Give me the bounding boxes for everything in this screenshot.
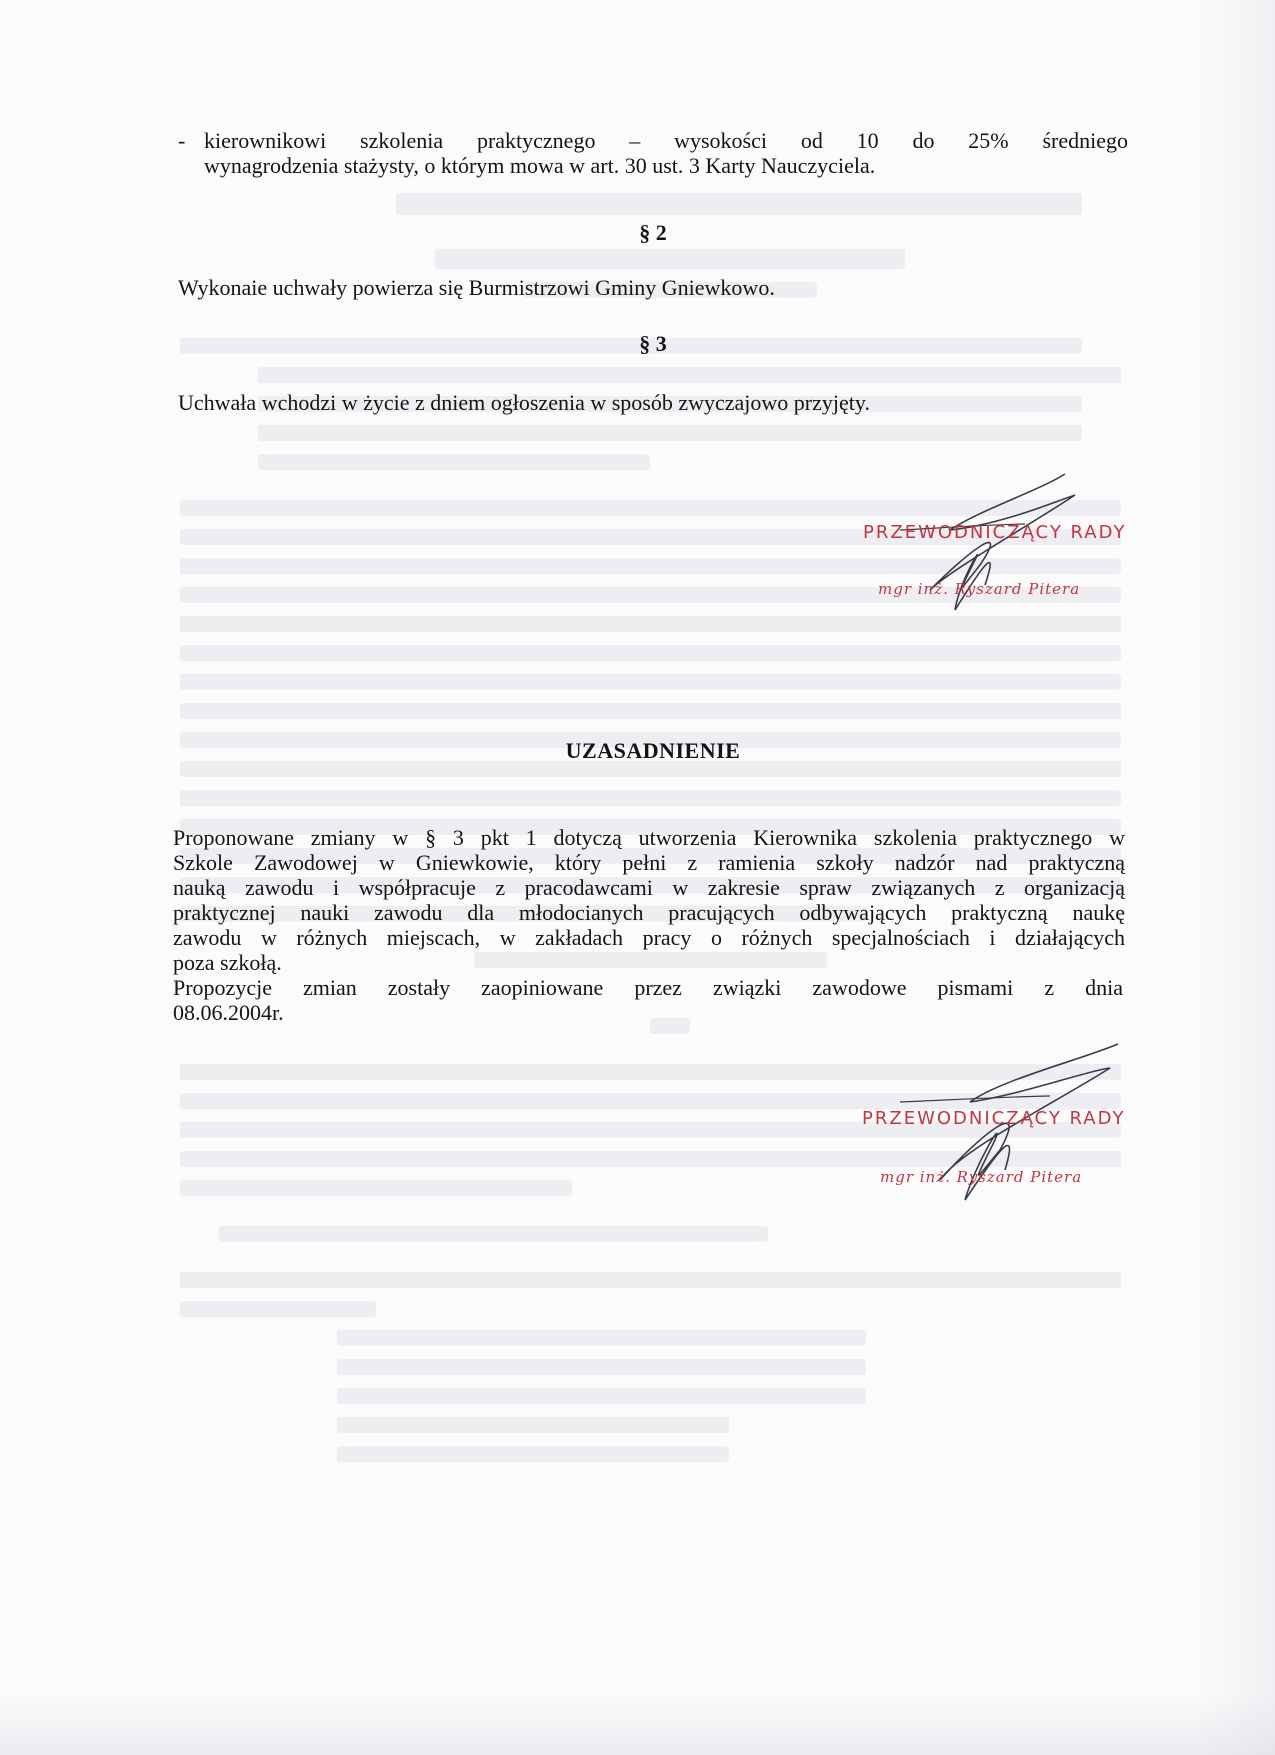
- chairman-stamp-2: [860, 1040, 1140, 1210]
- section-2-text: Wykonaie uchwały powierza się Burmistrzowi Gminy Gniewkowo.: [178, 275, 775, 300]
- justification-line: praktycznej nauki zawodu dla młodocianych pracujących odbywających praktyczną naukę: [173, 900, 1125, 925]
- bullet-text-line-1: kierownikowi szkolenia praktycznego – wysokości od 10 do 25% średniego: [204, 128, 1128, 153]
- stamp-2-title: PRZEWODNICZĄCY RADY: [862, 1108, 1126, 1129]
- justification-line: poza szkołą.: [173, 950, 282, 975]
- bullet-dash: -: [178, 128, 186, 153]
- justification-line: Proponowane zmiany w § 3 pkt 1 dotyczą utworzenia Kierownika szkolenia praktycznego w: [173, 825, 1125, 850]
- justification-text: [173, 825, 1125, 1025]
- justification-line: nauką zawodu i współpracuje z pracodawcami w zakresie spraw związanych z organizacją: [173, 875, 1125, 900]
- bullet-text-line-2: wynagrodzenia stażysty, o którym mowa w art. 30 ust. 3 Karty Nauczyciela.: [204, 153, 876, 178]
- justification-heading: UZASADNIENIE: [565, 738, 741, 763]
- opinion-line-2: 08.06.2004r.: [173, 1000, 284, 1025]
- stamp-1-title: PRZEWODNICZĄCY RADY: [863, 522, 1127, 543]
- justification-line: Szkole Zawodowej w Gniewkowie, który pełni z ramienia szkoły nadzór nad praktyczną: [173, 850, 1125, 875]
- section-3-title: § 3: [639, 331, 667, 356]
- section-3-text: Uchwała wchodzi w życie z dniem ogłoszenia w sposób zwyczajowo przyjęty.: [178, 390, 870, 415]
- scan-bottom-shadow: [0, 1695, 1275, 1755]
- stamp-1-name: mgr inż. Ryszard Pitera: [878, 580, 1081, 598]
- chairman-stamp-1: [860, 470, 1140, 620]
- section-2-title: § 2: [639, 220, 667, 245]
- scan-edge-shadow: [1195, 0, 1275, 1755]
- opinion-line-1: Propozycje zmian zostały zaopiniowane przez związki zawodowe pismami z dnia: [173, 975, 1123, 1000]
- stamp-2-name: mgr inż. Ryszard Pitera: [880, 1168, 1083, 1186]
- salary-bullet-item: [178, 128, 1128, 178]
- justification-line: zawodu w różnych miejscach, w zakładach pracy o różnych specjalnościach i działających: [173, 925, 1125, 950]
